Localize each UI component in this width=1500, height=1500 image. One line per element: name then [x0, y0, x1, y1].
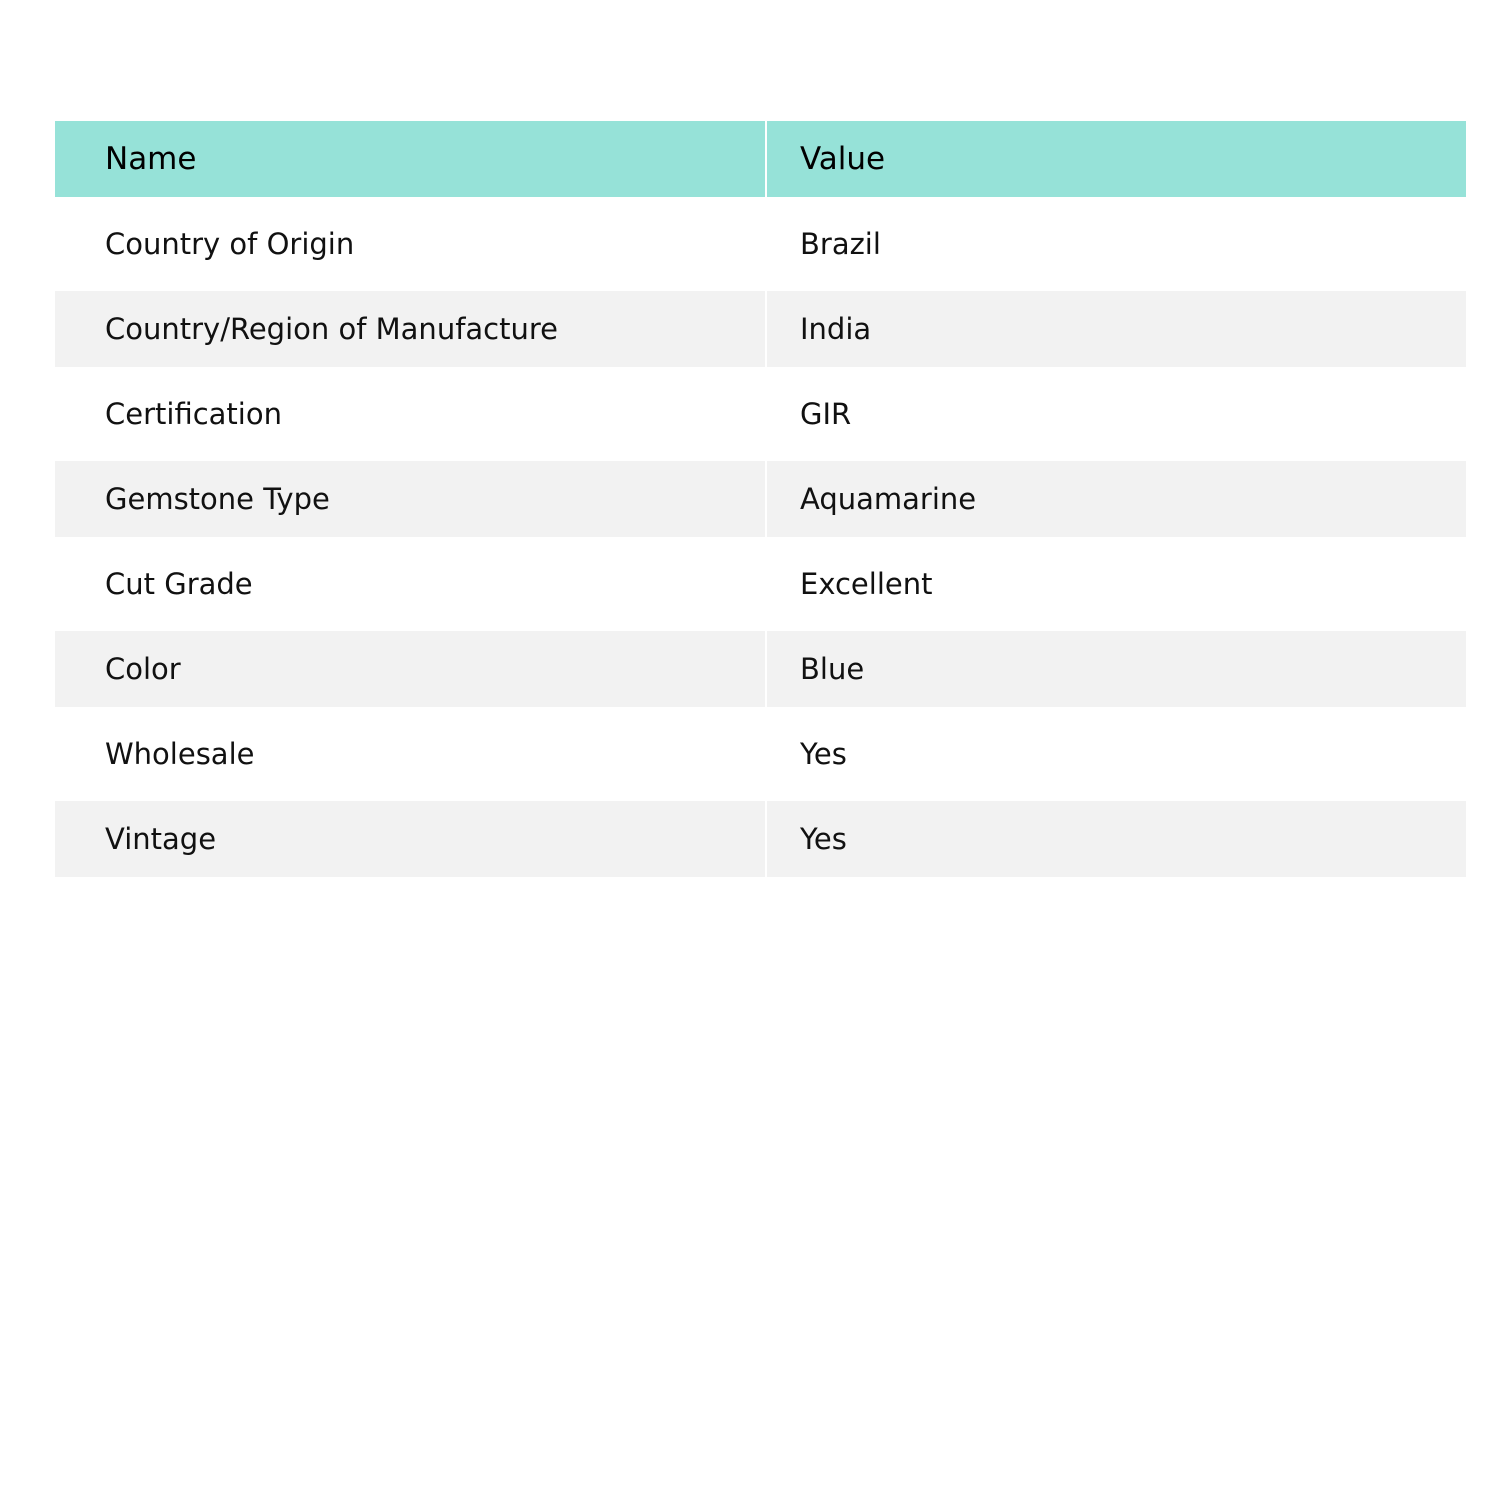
row-value-cell: Yes: [766, 801, 1466, 877]
name-column-header: Name: [55, 121, 766, 197]
row-name-cell: Wholesale: [55, 707, 766, 801]
row-value-cell: India: [766, 291, 1466, 367]
row-name-cell: Country of Origin: [55, 197, 766, 291]
row-value-cell: Yes: [766, 707, 1466, 801]
table-row: [55, 537, 1466, 631]
item-specifics-table: [55, 121, 1466, 877]
row-name-cell: Gemstone Type: [55, 461, 766, 537]
row-name-cell: Vintage: [55, 801, 766, 877]
row-value-cell: Blue: [766, 631, 1466, 707]
table-row: [55, 801, 1466, 877]
header-row: [55, 121, 1466, 197]
row-name-cell: Certification: [55, 367, 766, 461]
table-row: [55, 197, 1466, 291]
row-name-cell: Color: [55, 631, 766, 707]
row-value-cell: Brazil: [766, 197, 1466, 291]
table-row: [55, 461, 1466, 537]
value-column-header: Value: [766, 121, 1466, 197]
table-row: [55, 291, 1466, 367]
table-row: [55, 631, 1466, 707]
row-name-cell: Country/Region of Manufacture: [55, 291, 766, 367]
row-name-cell: Cut Grade: [55, 537, 766, 631]
row-value-cell: Aquamarine: [766, 461, 1466, 537]
row-value-cell: GIR: [766, 367, 1466, 461]
table-row: [55, 707, 1466, 801]
table-row: [55, 367, 1466, 461]
table-body: [55, 197, 1466, 877]
row-value-cell: Excellent: [766, 537, 1466, 631]
table-header: [55, 121, 1466, 197]
